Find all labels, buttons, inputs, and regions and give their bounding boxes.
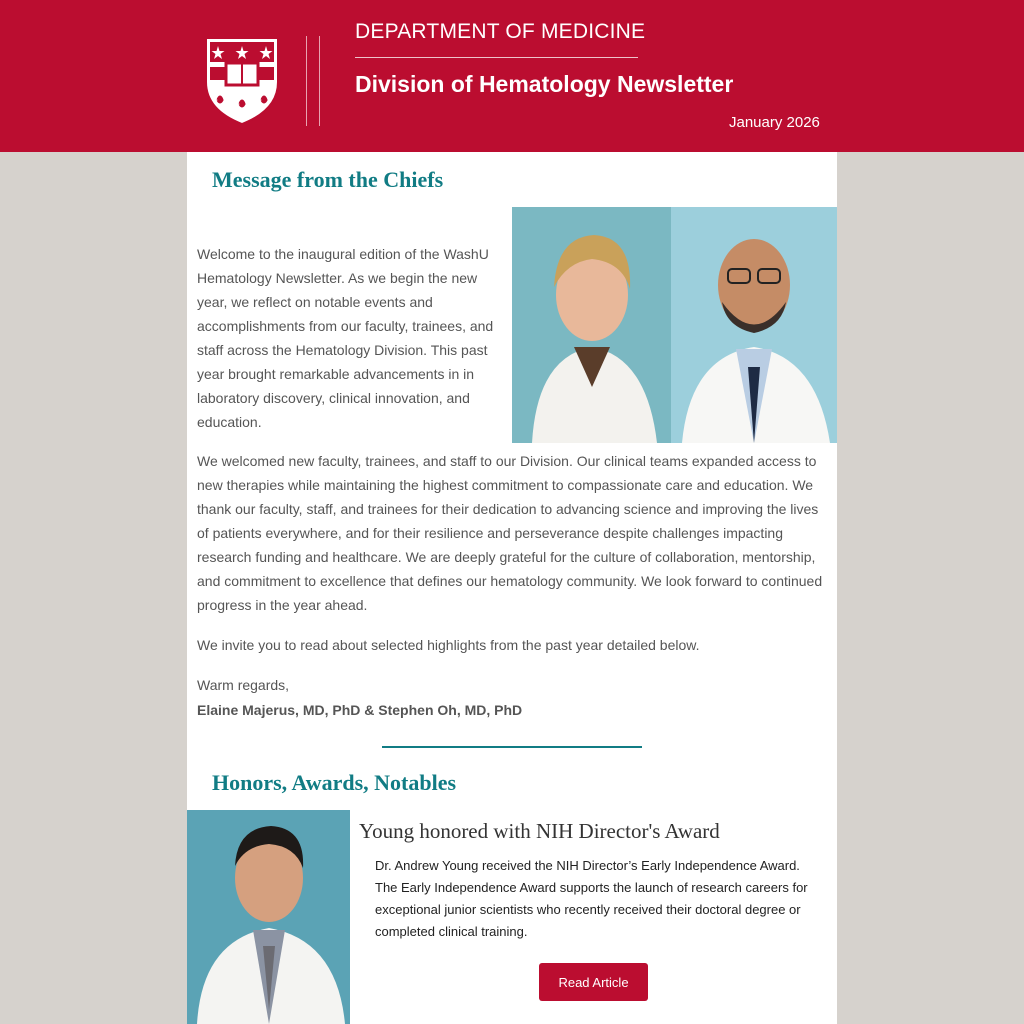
newsletter-header [0, 0, 1024, 152]
chiefs-invite-paragraph: We invite you to read about selected highlights from the past year detailed below. [197, 637, 700, 653]
article-title[interactable]: Young honored with NIH Director's Award [359, 819, 720, 843]
chiefs-intro-paragraph: Welcome to the inaugural edition of the WashU Hematology Newsletter. As we begin the new year, we reflect on notable events and accomplishments from our faculty, trainees, and staff across the Hematology Division. This past year brought remarkable advancements in in laboratory discovery, clinical innovation, and education. [197, 246, 494, 430]
newsletter-content [187, 152, 837, 1024]
header-divider-line [306, 36, 307, 126]
newsletter-date: January 2026 [729, 114, 820, 131]
department-rule [355, 57, 638, 58]
header-divider-line [319, 36, 320, 126]
honors-section-title: Honors, Awards, Notables [212, 770, 457, 795]
chiefs-body-paragraph: We welcomed new faculty, trainees, and staff to our Division. Our clinical teams expanded access to new therapies while maintaining the highest commitment to compassionate care and education. We thank our faculty, staff, and trainees for their dedication to advancing science and improving the lives of patients everywhere, and for their resilience and perseverance despite challenges impacting research funding and healthcare. We are deeply grateful for the culture of collaboration, mentorship, and commitment to excellence that defines our hematology community. We look forward to continued progress in the year ahead. [197, 453, 823, 613]
chiefs-photo [512, 207, 837, 443]
closing-text: Warm regards, [197, 677, 290, 693]
chiefs-section-title: Message from the Chiefs [212, 167, 444, 192]
andrew-young-photo [187, 810, 350, 1024]
article-summary: Dr. Andrew Young received the NIH Director’s Early Independence Award. The Early Independence Award supports the launch of research careers for exceptional junior scientists who recently received their doctoral degree or completed clinical training. [375, 858, 808, 939]
newsletter-title: Division of Hematology Newsletter [355, 71, 734, 97]
washu-shield-logo-icon [202, 34, 282, 126]
department-name: DEPARTMENT OF MEDICINE [355, 20, 646, 43]
read-article-button[interactable]: Read Article [539, 963, 648, 1001]
section-divider [382, 746, 642, 748]
signature: Elaine Majerus, MD, PhD & Stephen Oh, MD, PhD [197, 702, 523, 718]
